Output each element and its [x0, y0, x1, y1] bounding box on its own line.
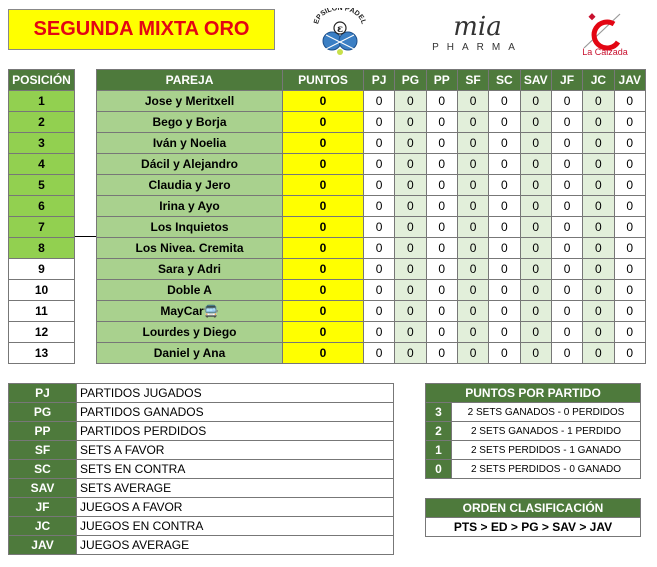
legend-row	[9, 536, 394, 555]
position-cell: 9	[9, 259, 75, 280]
position-table	[8, 69, 75, 364]
sav-cell: 0	[520, 91, 551, 112]
jc-cell: 0	[583, 91, 614, 112]
points-row	[426, 441, 641, 460]
pg-cell: 0	[395, 91, 426, 112]
position-header: POSICIÓN	[9, 70, 75, 91]
pg-cell: 0	[395, 280, 426, 301]
sf-header: SF	[457, 70, 488, 91]
pp-cell: 0	[426, 217, 457, 238]
sf-cell: 0	[457, 175, 488, 196]
sav-cell: 0	[520, 133, 551, 154]
jav-cell: 0	[614, 259, 645, 280]
points-desc: 2 SETS GANADOS - 1 PERDIDO	[452, 422, 641, 441]
sc-cell: 0	[489, 217, 520, 238]
jf-cell: 0	[551, 154, 582, 175]
svg-text:EPSILON PÁDEL: EPSILON PÁDEL	[313, 8, 367, 26]
pp-cell: 0	[426, 259, 457, 280]
pp-cell: 0	[426, 91, 457, 112]
sc-cell: 0	[489, 238, 520, 259]
pareja-cell: Irina y Ayo	[97, 196, 283, 217]
mia-script-text: mia	[453, 12, 502, 42]
divider-line	[75, 236, 96, 237]
pareja-cell: Los Nivea. Cremita	[97, 238, 283, 259]
puntos-cell: 0	[283, 154, 364, 175]
sf-cell: 0	[457, 280, 488, 301]
jav-cell: 0	[614, 112, 645, 133]
sc-cell: 0	[489, 91, 520, 112]
pj-cell: 0	[363, 112, 394, 133]
points-row	[426, 460, 641, 479]
puntos-cell: 0	[283, 217, 364, 238]
puntos-cell: 0	[283, 238, 364, 259]
pareja-cell: MayCar🚍	[97, 301, 283, 322]
jc-cell: 0	[583, 112, 614, 133]
pareja-cell: Doble A	[97, 280, 283, 301]
jf-header: JF	[551, 70, 582, 91]
sav-cell: 0	[520, 217, 551, 238]
jf-cell: 0	[551, 175, 582, 196]
page-title: SEGUNDA MIXTA ORO	[8, 9, 275, 50]
pp-cell: 0	[426, 301, 457, 322]
order-value: PTS > ED > PG > SAV > JAV	[426, 518, 641, 537]
puntos-cell: 0	[283, 133, 364, 154]
svg-text:ε: ε	[336, 24, 344, 35]
pg-cell: 0	[395, 259, 426, 280]
pg-header: PG	[395, 70, 426, 91]
legend-desc: JUEGOS EN CONTRA	[77, 517, 394, 536]
sav-cell: 0	[520, 301, 551, 322]
sf-cell: 0	[457, 154, 488, 175]
legend-desc: SETS A FAVOR	[77, 441, 394, 460]
table-row	[97, 343, 646, 364]
sc-cell: 0	[489, 343, 520, 364]
sf-cell: 0	[457, 217, 488, 238]
pg-cell: 0	[395, 133, 426, 154]
legend-desc: JUEGOS A FAVOR	[77, 498, 394, 517]
sav-cell: 0	[520, 154, 551, 175]
sav-header: SAV	[520, 70, 551, 91]
jf-cell: 0	[551, 259, 582, 280]
pj-header: PJ	[363, 70, 394, 91]
jc-cell: 0	[583, 217, 614, 238]
puntos-cell: 0	[283, 91, 364, 112]
position-cell: 10	[9, 280, 75, 301]
points-value: 2	[426, 422, 452, 441]
jc-cell: 0	[583, 301, 614, 322]
sf-cell: 0	[457, 301, 488, 322]
jav-cell: 0	[614, 343, 645, 364]
sc-cell: 0	[489, 280, 520, 301]
table-row	[97, 175, 646, 196]
points-value: 1	[426, 441, 452, 460]
mia-pharma-logo	[405, 14, 550, 58]
sf-cell: 0	[457, 91, 488, 112]
position-cell: 7	[9, 217, 75, 238]
position-cell: 11	[9, 301, 75, 322]
pp-cell: 0	[426, 238, 457, 259]
jav-cell: 0	[614, 175, 645, 196]
legend-table	[8, 383, 394, 555]
puntos-cell: 0	[283, 112, 364, 133]
puntos-cell: 0	[283, 343, 364, 364]
puntos-header: PUNTOS	[283, 70, 364, 91]
pj-cell: 0	[363, 175, 394, 196]
pj-cell: 0	[363, 196, 394, 217]
table-row	[97, 91, 646, 112]
sc-cell: 0	[489, 322, 520, 343]
legend-desc: PARTIDOS JUGADOS	[77, 384, 394, 403]
legend-abbr: PP	[9, 422, 77, 441]
pj-cell: 0	[363, 343, 394, 364]
jav-cell: 0	[614, 238, 645, 259]
jf-cell: 0	[551, 322, 582, 343]
jc-cell: 0	[583, 322, 614, 343]
points-desc: 2 SETS GANADOS - 0 PERDIDOS	[452, 403, 641, 422]
pj-cell: 0	[363, 154, 394, 175]
table-row	[97, 280, 646, 301]
table-row	[97, 259, 646, 280]
sf-cell: 0	[457, 343, 488, 364]
jc-cell: 0	[583, 196, 614, 217]
pj-cell: 0	[363, 322, 394, 343]
jf-cell: 0	[551, 238, 582, 259]
legend-row	[9, 479, 394, 498]
jav-cell: 0	[614, 154, 645, 175]
la-calzada-logo	[570, 8, 640, 60]
pp-header: PP	[426, 70, 457, 91]
position-cell: 12	[9, 322, 75, 343]
legend-desc: SETS AVERAGE	[77, 479, 394, 498]
legend-abbr: JF	[9, 498, 77, 517]
points-value: 0	[426, 460, 452, 479]
points-desc: 2 SETS PERDIDOS - 1 GANADO	[452, 441, 641, 460]
pp-cell: 0	[426, 343, 457, 364]
puntos-cell: 0	[283, 175, 364, 196]
table-row	[97, 322, 646, 343]
pareja-cell: Sara y Adri	[97, 259, 283, 280]
jav-cell: 0	[614, 217, 645, 238]
legend-desc: PARTIDOS PERDIDOS	[77, 422, 394, 441]
pareja-cell: Jose y Meritxell	[97, 91, 283, 112]
jav-cell: 0	[614, 301, 645, 322]
jav-cell: 0	[614, 280, 645, 301]
jav-cell: 0	[614, 133, 645, 154]
legend-row	[9, 498, 394, 517]
sav-cell: 0	[520, 259, 551, 280]
jf-cell: 0	[551, 280, 582, 301]
jc-cell: 0	[583, 343, 614, 364]
legend-row	[9, 517, 394, 536]
pg-cell: 0	[395, 112, 426, 133]
sc-cell: 0	[489, 259, 520, 280]
pj-cell: 0	[363, 91, 394, 112]
jav-cell: 0	[614, 322, 645, 343]
points-title: PUNTOS POR PARTIDO	[426, 384, 641, 403]
pj-cell: 0	[363, 133, 394, 154]
jf-cell: 0	[551, 91, 582, 112]
pareja-cell: Los Inquietos	[97, 217, 283, 238]
legend-abbr: JC	[9, 517, 77, 536]
pp-cell: 0	[426, 322, 457, 343]
pp-cell: 0	[426, 175, 457, 196]
pg-cell: 0	[395, 196, 426, 217]
sc-cell: 0	[489, 175, 520, 196]
sav-cell: 0	[520, 238, 551, 259]
pareja-header: PAREJA	[97, 70, 283, 91]
position-cell: 1	[9, 91, 75, 112]
legend-row	[9, 403, 394, 422]
pareja-cell: Iván y Noelia	[97, 133, 283, 154]
pj-cell: 0	[363, 259, 394, 280]
pp-cell: 0	[426, 112, 457, 133]
table-row	[97, 301, 646, 322]
points-row	[426, 403, 641, 422]
sav-cell: 0	[520, 322, 551, 343]
pj-cell: 0	[363, 217, 394, 238]
jc-cell: 0	[583, 280, 614, 301]
puntos-cell: 0	[283, 280, 364, 301]
pareja-cell: Lourdes y Diego	[97, 322, 283, 343]
pareja-cell: Claudia y Jero	[97, 175, 283, 196]
epsilon-padel-logo	[312, 8, 368, 56]
puntos-cell: 0	[283, 196, 364, 217]
jav-cell: 0	[614, 196, 645, 217]
jf-cell: 0	[551, 196, 582, 217]
puntos-cell: 0	[283, 322, 364, 343]
sc-cell: 0	[489, 196, 520, 217]
points-desc: 2 SETS PERDIDOS - 0 GANADO	[452, 460, 641, 479]
position-cell: 2	[9, 112, 75, 133]
pj-cell: 0	[363, 238, 394, 259]
legend-row	[9, 460, 394, 479]
points-value: 3	[426, 403, 452, 422]
jav-header: JAV	[614, 70, 645, 91]
legend-desc: SETS EN CONTRA	[77, 460, 394, 479]
position-cell: 5	[9, 175, 75, 196]
sav-cell: 0	[520, 175, 551, 196]
jf-cell: 0	[551, 301, 582, 322]
sf-cell: 0	[457, 196, 488, 217]
table-row	[97, 196, 646, 217]
sav-cell: 0	[520, 280, 551, 301]
pp-cell: 0	[426, 154, 457, 175]
legend-row	[9, 441, 394, 460]
pg-cell: 0	[395, 154, 426, 175]
table-row	[97, 217, 646, 238]
table-row	[97, 112, 646, 133]
pp-cell: 0	[426, 133, 457, 154]
legend-row	[9, 422, 394, 441]
sf-cell: 0	[457, 322, 488, 343]
jf-cell: 0	[551, 343, 582, 364]
sc-header: SC	[489, 70, 520, 91]
sf-cell: 0	[457, 259, 488, 280]
pg-cell: 0	[395, 301, 426, 322]
sf-cell: 0	[457, 112, 488, 133]
legend-abbr: JAV	[9, 536, 77, 555]
pg-cell: 0	[395, 238, 426, 259]
table-row	[97, 238, 646, 259]
jav-cell: 0	[614, 91, 645, 112]
jf-cell: 0	[551, 112, 582, 133]
sc-cell: 0	[489, 301, 520, 322]
points-table	[425, 383, 641, 479]
position-cell: 8	[9, 238, 75, 259]
pj-cell: 0	[363, 280, 394, 301]
legend-abbr: SC	[9, 460, 77, 479]
position-cell: 6	[9, 196, 75, 217]
jf-cell: 0	[551, 217, 582, 238]
puntos-cell: 0	[283, 259, 364, 280]
standings-table	[96, 69, 646, 364]
legend-abbr: SF	[9, 441, 77, 460]
puntos-cell: 0	[283, 301, 364, 322]
pj-cell: 0	[363, 301, 394, 322]
sc-cell: 0	[489, 154, 520, 175]
position-cell: 13	[9, 343, 75, 364]
jc-cell: 0	[583, 154, 614, 175]
mia-pharma-text: PHARMA	[432, 42, 523, 53]
order-table	[425, 498, 641, 537]
jc-header: JC	[583, 70, 614, 91]
pg-cell: 0	[395, 322, 426, 343]
pg-cell: 0	[395, 217, 426, 238]
table-row	[97, 133, 646, 154]
sav-cell: 0	[520, 196, 551, 217]
points-row	[426, 422, 641, 441]
pp-cell: 0	[426, 280, 457, 301]
legend-abbr: PJ	[9, 384, 77, 403]
position-cell: 3	[9, 133, 75, 154]
pg-cell: 0	[395, 343, 426, 364]
order-title: ORDEN CLASIFICACIÓN	[426, 499, 641, 518]
sc-cell: 0	[489, 133, 520, 154]
legend-desc: JUEGOS AVERAGE	[77, 536, 394, 555]
sc-cell: 0	[489, 112, 520, 133]
jc-cell: 0	[583, 133, 614, 154]
position-cell: 4	[9, 154, 75, 175]
sf-cell: 0	[457, 238, 488, 259]
pg-cell: 0	[395, 175, 426, 196]
jc-cell: 0	[583, 175, 614, 196]
sav-cell: 0	[520, 112, 551, 133]
pareja-cell: Bego y Borja	[97, 112, 283, 133]
jc-cell: 0	[583, 238, 614, 259]
jc-cell: 0	[583, 259, 614, 280]
jf-cell: 0	[551, 133, 582, 154]
legend-row	[9, 384, 394, 403]
legend-desc: PARTIDOS GANADOS	[77, 403, 394, 422]
legend-abbr: SAV	[9, 479, 77, 498]
legend-abbr: PG	[9, 403, 77, 422]
pareja-cell: Daniel y Ana	[97, 343, 283, 364]
table-row	[97, 154, 646, 175]
pp-cell: 0	[426, 196, 457, 217]
sf-cell: 0	[457, 133, 488, 154]
sav-cell: 0	[520, 343, 551, 364]
svg-text:La Calzada: La Calzada	[582, 47, 628, 57]
pareja-cell: Dácil y Alejandro	[97, 154, 283, 175]
